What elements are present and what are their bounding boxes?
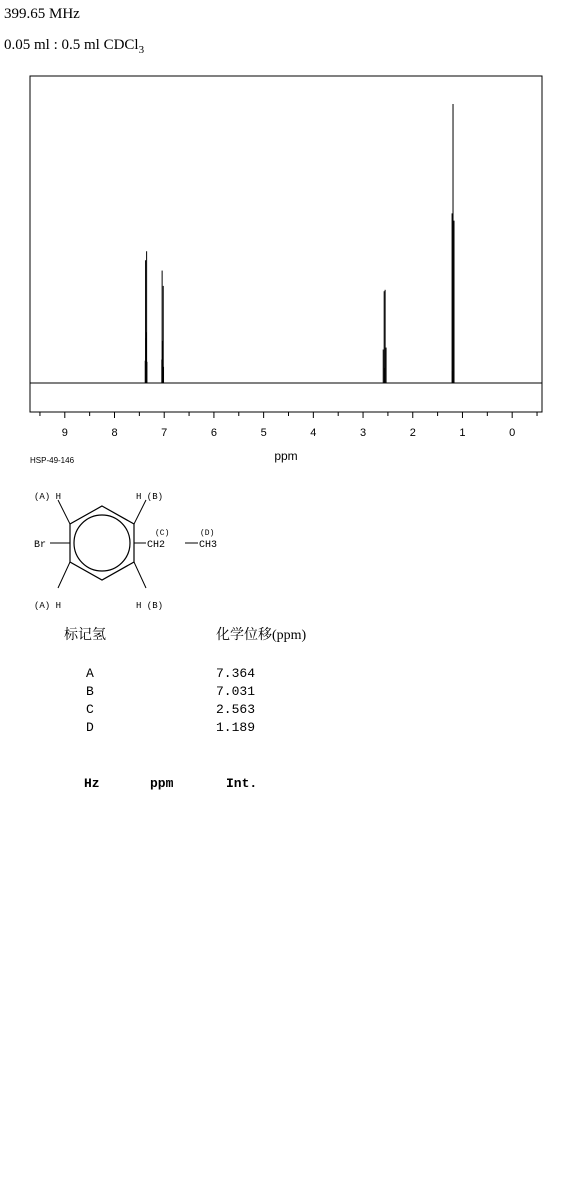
solvent-subscript: 3 [138,44,145,56]
tick-label: 6 [210,427,217,439]
peak-header-int: Int. [226,776,258,791]
peak-header-hz: Hz [84,776,100,791]
aromatic-circle [74,515,130,571]
assign-shift: 1.189 [216,720,256,735]
molecule-structure [30,488,290,618]
bond-a-bottom [58,562,70,588]
tick-label: 1 [459,427,466,439]
tick-label: 5 [260,427,267,439]
assign-label: A [86,666,94,681]
tick-label: 3 [359,427,367,439]
label-a-bottom: (A) H [34,601,62,611]
tick-label: 4 [310,427,317,439]
tick-label: 8 [111,427,118,439]
peak-lines [145,104,454,383]
plot-frame [30,76,542,412]
label-c: (C) [155,529,170,538]
label-br: Br [34,540,47,551]
assign-shift: 7.031 [216,684,256,699]
label-d: (D) [200,529,215,538]
assign-shift: 7.364 [216,666,256,681]
x-axis-label: ppm [274,449,298,463]
assignment-header-label: 标记氢 [64,628,106,643]
assign-label: D [86,720,94,735]
solvent-text: 0.05 ml : 0.5 ml CDCl [4,37,139,53]
tick-label: 0 [509,427,516,439]
tick-label: 9 [61,427,68,439]
label-a-top: (A) H [34,492,62,502]
nmr-spectrum-chart [0,0,570,480]
assign-shift: 2.563 [216,702,256,717]
label-ch3: CH3 [199,540,218,551]
benzene-ring [70,506,134,580]
assign-label: C [86,702,94,717]
tick-label: 7 [161,427,168,439]
assignment-header-shift: 化学位移(ppm) [216,628,307,643]
bond-a-top [58,500,70,524]
bond-b-top [134,500,146,524]
peak-header-ppm: ppm [150,776,174,791]
spectrum-code: HSP-49-146 [30,456,75,465]
label-ch2: CH2 [147,540,166,551]
assign-label: B [86,684,94,699]
spectrometer-frequency: 399.65 MHz [4,6,80,22]
bond-b-bottom [134,562,146,588]
label-b-top: H (B) [136,492,164,502]
tick-label: 2 [409,427,416,439]
x-axis-ticks [40,412,537,439]
label-b-bottom: H (B) [136,601,164,611]
